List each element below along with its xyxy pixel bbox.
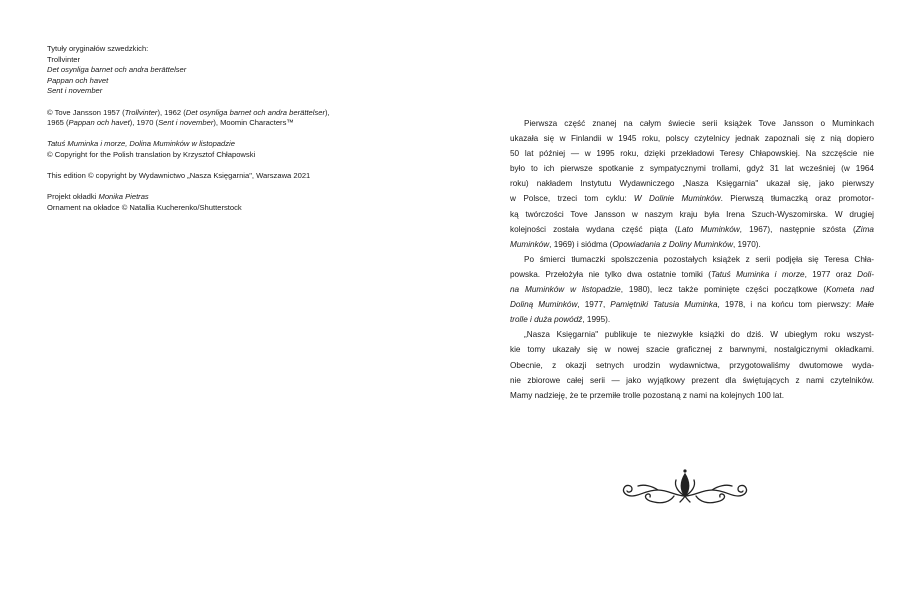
text-line [510,282,874,297]
italic-title: na Muminków w listopadzie [510,285,621,295]
copyright-text: 1965 ( [47,118,69,128]
text-run: Po śmierci tłumaczki spolszczenia pozostałych książek z serii podjęła się Teresa Chła- [524,254,874,264]
text-line [510,267,874,282]
text-run: kolejności została wydana część piąta ( [510,224,678,234]
edition-copyright: This edition © copyright by Wydawnictwo „Nasza Księgarnia", Warszawa 2021 [47,171,311,181]
text-line [510,191,874,206]
copyright-title: Trollvinter [124,107,158,117]
text-run: w Polsce, trzeci tom cyklu: [510,194,634,204]
italic-title: Małe [856,300,874,310]
original-title-text: Pappan och havet [47,75,109,85]
copyright-line [47,108,377,119]
copyright-title: Pappan och havet [68,118,130,128]
original-title: Trollvinter [47,54,81,64]
text-line [510,146,874,161]
text-line [510,312,874,327]
text-run: Pierwsza część znanej na całym świecie serii książek Tove Jansson o Muminkach [524,119,874,128]
italic-title: Kometa nad [826,285,874,295]
text-run: , 1977 oraz [804,269,858,279]
copyright-line [47,118,377,129]
copyright-text: ), 1962 ( [157,107,186,117]
polish-titles-text: Tatuś Muminka i morze, Dolina Muminków w listopadzie [47,139,235,149]
colophon [47,44,377,214]
introduction-text [510,116,874,403]
copyright-title: Det osynliga barnet och andra berättelser [185,107,326,117]
text-run: „Nasza Księgarnia" publikuje te niezwykłe książki do dziś. W ubiegłym roku wszyst- [524,330,874,340]
text-line [510,358,874,373]
italic-title: Lato Muminków [677,224,740,234]
text-run: ukazała się w Finlandii w 1945 roku, polscy czytelnicy jednak zapoznali się z nią dopiero [510,134,874,144]
text-line [510,131,874,146]
original-titles-heading: Tytuły oryginałów szwedzkich: [47,44,149,53]
text-line [510,297,874,312]
text-line [510,388,874,403]
text-run: było to ich pierwsze spotkanie z sympatycznymi trollami, gdyż 31 lat wcześniej (w 1964 [510,164,874,174]
text-line [510,237,874,252]
original-title [47,86,377,97]
text-run: , 1995). [582,315,611,325]
cover-credit [47,192,377,203]
original-title-text: Sent i november [47,86,103,96]
text-run: , 1967), następnie szósta ( [739,224,856,234]
italic-title: W Dolinie Muminków [633,194,721,204]
cover-label: Projekt okładki [47,192,99,202]
text-run: Obecnie, z okazji setnych urodzin wydawnictwa, przygotowaliśmy dwutomowe wyda- [510,360,874,370]
text-run: . Pierwszą tłumaczką oraz promotor- [720,194,875,204]
text-run: ką twórczości Tove Jansson w naszym kraju była Irena Szuch-Wyszomirska. W drugiej [510,209,874,219]
italic-title: Zima [855,224,874,234]
ornament-credit: Ornament na okładce © Natallia Kucherenko/Shutterstock [47,202,242,212]
text-run: , 1980), lecz także pominięte części początkowe ( [620,285,827,295]
text-run: , 1969) i siódma ( [549,239,613,249]
text-line [510,161,874,176]
italic-title: trolle i duża powódź [510,315,583,325]
copyright-text: ), Moomin Characters™ [213,118,294,128]
copyright-text: © Tove Jansson 1957 ( [47,107,125,117]
text-line [510,207,874,222]
italic-title: Pamiętniki Tatusia Muminka [610,300,718,310]
original-title-text: Det osynliga barnet och andra berättelser [47,65,187,75]
italic-title: Doli- [857,269,874,279]
text-line [510,222,874,237]
text-run: roku) nakładem Instytutu Wydawniczego „Nasza Księgarnia" ukazał się, jako pierwszy [510,179,874,189]
italic-title: Muminków [510,239,550,249]
copyright-title: Sent i november [158,118,214,128]
text-run: 50 lat później — w 1995 roku, dzięki przekładowi Teresy Chłapowskiej. Na szczęście nie [510,149,874,159]
italic-title: Opowiadania z Doliny Muminków [612,239,733,249]
copyright-text: ), [325,107,330,117]
copyright-text: ), 1970 ( [129,118,159,128]
original-title [47,65,377,76]
text-run: Mamy nadzieję, że te przemiłe trolle pozostaną z nami na kolejnych 100 lat. [510,390,784,400]
italic-title: Tatuś Muminka i morze [710,269,805,279]
italic-title: Doliną Muminków [510,300,578,310]
text-line [510,327,874,342]
text-run: nie zbiorowe całej serii — jako wyjątkowy prezent dla świętujących z nami czytelników. [510,375,874,385]
polish-titles [47,139,377,150]
translation-copyright: © Copyright for the Polish translation by Krzysztof Chłapowski [47,149,256,159]
text-run: , 1978, i na końcu tom pierwszy: [717,300,857,310]
text-run: , 1970). [733,239,761,249]
cover-designer: Monika Pietras [98,192,149,202]
original-title [47,76,377,87]
text-run: , 1977, [577,300,611,310]
text-run: kie tomy ukazały się w nowej szacie graficznej z barwnymi, nostalgicznymi okładkami. [510,345,874,355]
text-line [510,342,874,357]
text-line [510,373,874,388]
flourish-ornament [618,466,752,510]
text-line [510,176,874,191]
text-run: powska. Przełożyła nie tylko dwa ostatnie tomiki ( [510,269,711,279]
text-line [510,116,874,131]
text-line [510,252,874,267]
